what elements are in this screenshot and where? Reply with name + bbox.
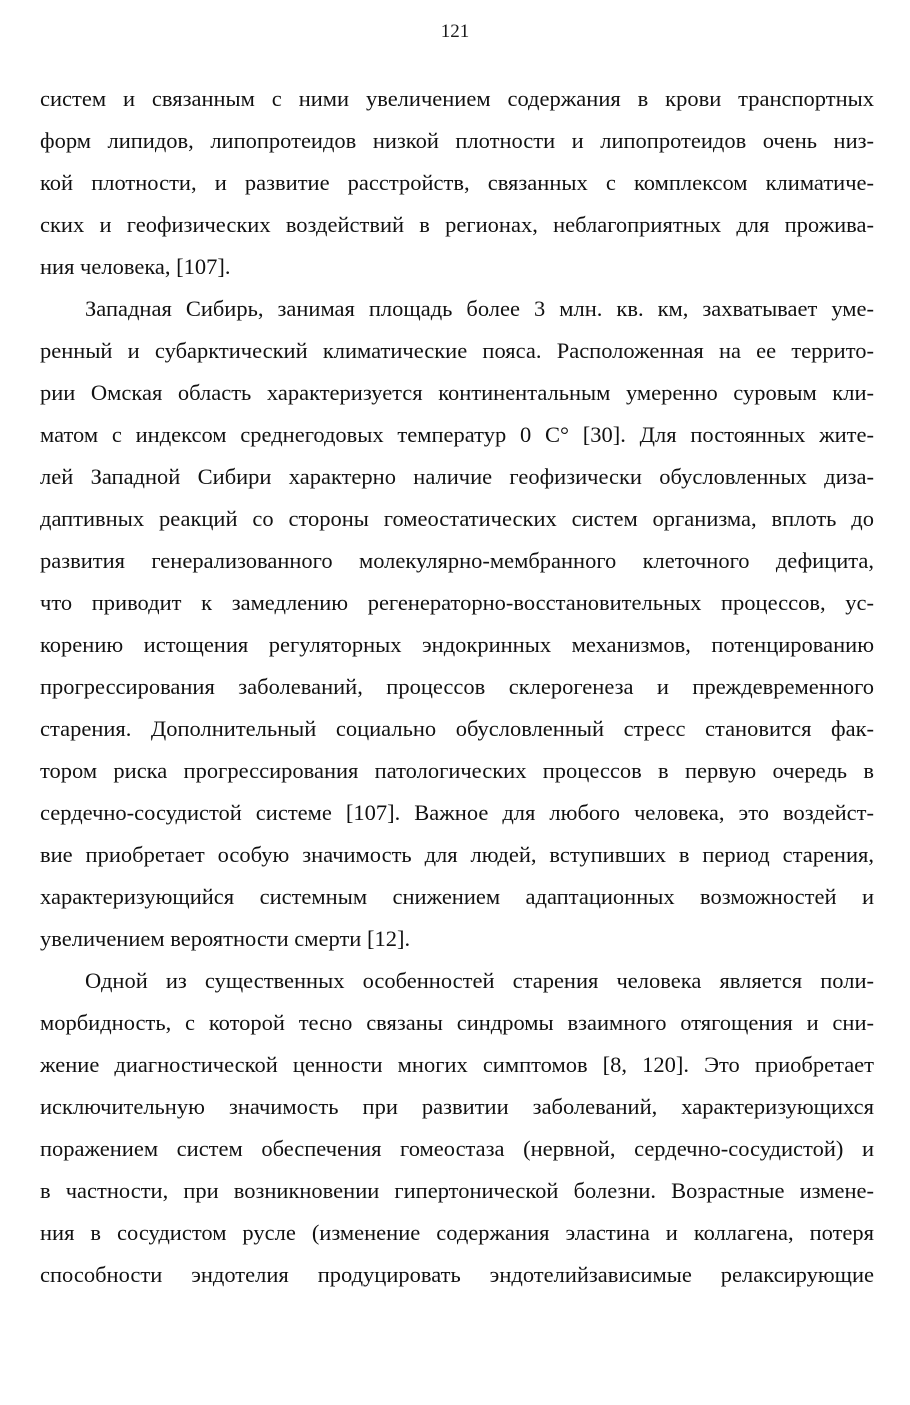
text-line: развития генерализованного молекулярно-мембранного клеточного дефицита,	[40, 548, 874, 573]
text-line: характеризующийся системным снижением адаптационных возможностей и	[40, 884, 874, 909]
text-line: кой плотности, и развитие расстройств, связанных с комплексом климатиче-	[40, 170, 874, 195]
text-line: даптивных реакций со стороны гомеостатических систем организма, вплоть до	[40, 506, 874, 531]
text-line: ренный и субарктический климатические пояса. Расположенная на ее террито-	[40, 338, 874, 363]
text-line: рии Омская область характеризуется континентальным умеренно суровым кли-	[40, 380, 874, 405]
text-line: лей Западной Сибири характерно наличие геофизически обусловленных диза-	[40, 464, 874, 489]
text-line: форм липидов, липопротеидов низкой плотности и липопротеидов очень низ-	[40, 128, 874, 153]
text-line: сердечно-сосудистой системе [107]. Важное для любого человека, это воздейст-	[40, 800, 874, 825]
text-line: жение диагностической ценности многих симптомов [8, 120]. Это приобретает	[40, 1052, 874, 1077]
text-line: старения. Дополнительный социально обусловленный стресс становится фак-	[40, 716, 874, 741]
body-text	[40, 78, 874, 1296]
text-line: увеличением вероятности смерти [12].	[40, 926, 411, 951]
text-line: прогрессирования заболеваний, процессов склерогенеза и преждевременного	[40, 674, 874, 699]
paragraph-3	[40, 960, 874, 1296]
text-line: ния в сосудистом русле (изменение содержания эластина и коллагена, потеря	[40, 1220, 874, 1245]
text-line: исключительную значимость при развитии заболеваний, характеризующихся	[40, 1094, 874, 1119]
text-line: корению истощения регуляторных эндокринных механизмов, потенцированию	[40, 632, 874, 657]
text-line: Западная Сибирь, занимая площадь более 3 млн. кв. км, захватывает уме-	[85, 296, 874, 321]
text-line: что приводит к замедлению регенераторно-восстановительных процессов, ус-	[40, 590, 874, 615]
text-line: ния человека, [107].	[40, 254, 231, 279]
text-line: ских и геофизических воздействий в регионах, неблагоприятных для прожива-	[40, 212, 874, 237]
text-line: в частности, при возникновении гипертонической болезни. Возрастные измене-	[40, 1178, 874, 1203]
text-line: морбидность, с которой тесно связаны синдромы взаимного отягощения и сни-	[40, 1010, 874, 1035]
text-line: тором риска прогрессирования патологических процессов в первую очередь в	[40, 758, 874, 783]
paragraph-1	[40, 78, 874, 288]
text-line: систем и связанным с ними увеличением содержания в крови транспортных	[40, 86, 874, 111]
paragraph-2	[40, 288, 874, 960]
text-line: поражением систем обеспечения гомеостаза (нервной, сердечно-сосудистой) и	[40, 1136, 874, 1161]
text-line: вие приобретает особую значимость для людей, вступивших в период старения,	[40, 842, 874, 867]
page-number: 121	[440, 21, 470, 42]
text-line: матом с индексом среднегодовых температур 0 С° [30]. Для постоянных жите-	[40, 422, 874, 447]
text-line: способности эндотелия продуцировать эндотелийзависимые релаксирующие	[40, 1262, 874, 1287]
text-line: Одной из существенных особенностей старения человека является поли-	[85, 968, 874, 993]
